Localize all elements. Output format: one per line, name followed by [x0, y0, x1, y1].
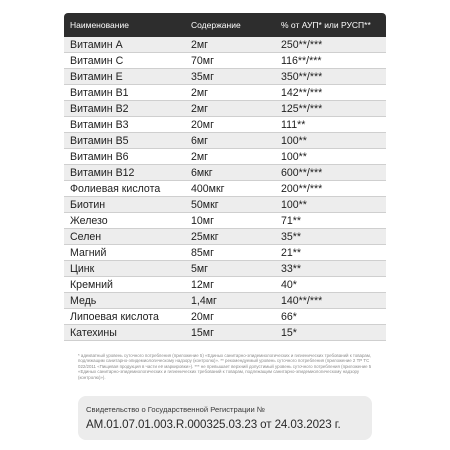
table-row [64, 149, 386, 165]
nutrient-name: Витамин B6 [70, 150, 129, 163]
table-row [64, 37, 386, 53]
nutrient-percent: 100** [281, 134, 307, 147]
table-header [64, 13, 386, 37]
table-row [64, 53, 386, 69]
nutrient-amount: 35мг [191, 70, 214, 83]
nutrient-amount: 5мг [191, 262, 209, 275]
header-name: Наименование [70, 20, 129, 30]
nutrient-amount: 2мг [191, 86, 209, 99]
nutrient-amount: 6мг [191, 134, 209, 147]
nutrient-amount: 15мг [191, 326, 214, 339]
header-content: Содержание [191, 20, 241, 30]
table-row [64, 133, 386, 149]
nutrient-name: Цинк [70, 262, 95, 275]
nutrient-percent: 200**/*** [281, 182, 323, 195]
nutrient-amount: 1,4мг [191, 294, 217, 307]
registration-number: AM.01.07.01.003.R.000325.03.23 от 24.03.2023 г. [86, 418, 341, 431]
nutrient-name: Катехины [70, 326, 117, 339]
nutrient-amount: 6мкг [191, 166, 213, 179]
nutrient-name: Биотин [70, 198, 106, 211]
registration-label: Свидетельство о Государственной Регистрации № [86, 405, 266, 414]
nutrient-amount: 20мг [191, 310, 214, 323]
nutrient-name: Витамин B12 [70, 166, 135, 179]
nutrient-percent: 40* [281, 278, 297, 291]
nutrient-percent: 111** [281, 118, 306, 131]
nutrient-percent: 140**/*** [281, 294, 323, 307]
nutrient-amount: 400мкг [191, 182, 225, 195]
table-body [64, 37, 386, 341]
nutrient-amount: 50мкг [191, 198, 219, 211]
nutrient-percent: 116**/*** [281, 54, 322, 67]
nutrient-name: Фолиевая кислота [70, 182, 161, 195]
nutrient-amount: 10мг [191, 214, 214, 227]
table-row [64, 293, 386, 309]
nutrient-percent: 350**/*** [281, 70, 323, 83]
table-row [64, 277, 386, 293]
nutrient-percent: 600**/*** [281, 166, 323, 179]
nutrient-amount: 12мг [191, 278, 214, 291]
table-row [64, 197, 386, 213]
table-row [64, 325, 386, 341]
nutrient-amount: 20мг [191, 118, 214, 131]
nutrient-percent: 100** [281, 198, 307, 211]
table-row [64, 229, 386, 245]
nutrient-name: Железо [70, 214, 108, 227]
nutrient-percent: 125**/*** [281, 102, 323, 115]
nutrient-percent: 33** [281, 262, 302, 275]
table-row [64, 117, 386, 133]
nutrient-name: Витамин B1 [70, 86, 129, 99]
table-row [64, 261, 386, 277]
nutrient-percent: 71** [281, 214, 302, 227]
nutrient-amount: 2мг [191, 38, 209, 51]
nutrient-name: Кремний [70, 278, 113, 291]
nutrient-amount: 2мг [191, 102, 209, 115]
nutrient-percent: 142**/*** [281, 86, 323, 99]
header-percent: % от АУП* или РУСП** [281, 20, 371, 30]
nutrient-percent: 15* [281, 326, 297, 339]
registration-card [78, 396, 372, 440]
nutrient-name: Витамин С [70, 54, 124, 67]
nutrient-percent: 100** [281, 150, 307, 163]
nutrient-name: Витамин Е [70, 70, 123, 83]
nutrient-name: Магний [70, 246, 107, 259]
table-row [64, 213, 386, 229]
table-row [64, 85, 386, 101]
nutrient-amount: 2мг [191, 150, 209, 163]
nutrient-percent: 66* [281, 310, 297, 323]
nutrient-percent: 35** [281, 230, 302, 243]
nutrient-percent: 21** [281, 246, 302, 259]
nutrient-name: Витамин А [70, 38, 123, 51]
nutrient-name: Медь [70, 294, 97, 307]
table-row [64, 309, 386, 325]
nutrient-table [64, 13, 386, 341]
table-row [64, 181, 386, 197]
nutrient-name: Витамин B2 [70, 102, 129, 115]
table-row [64, 165, 386, 181]
nutrient-name: Витамин B3 [70, 118, 129, 131]
table-row [64, 101, 386, 117]
nutrient-name: Селен [70, 230, 102, 243]
footnote: * адекватный уровень суточного потребления (приложение 5) «Единых санитарно-эпидемиологических и гигиенических требований к товарам, подлежащим санитарно-эпидемиологическому надзору (контролю)». ** рекомендуемый уровень суточного потребления (приложение 2 ТР ТС 022/2011 «Пищевая продукция в части её маркировки»). *** не превышает верхний допустимый уровень суточного потребления (приложение 5 «Единых санитарно-эпидемиологических и гигиенических требований к товарам, подлежащим санитарно-эпидемиологическому надзору (контролю)»). [78, 353, 372, 380]
nutrient-percent: 250**/*** [281, 38, 323, 51]
nutrient-amount: 70мг [191, 54, 214, 67]
nutrient-amount: 85мг [191, 246, 214, 259]
nutrient-amount: 25мкг [191, 230, 219, 243]
nutrient-name: Витамин B5 [70, 134, 129, 147]
nutrient-name: Липоевая кислота [70, 310, 159, 323]
table-row [64, 245, 386, 261]
table-row [64, 69, 386, 85]
